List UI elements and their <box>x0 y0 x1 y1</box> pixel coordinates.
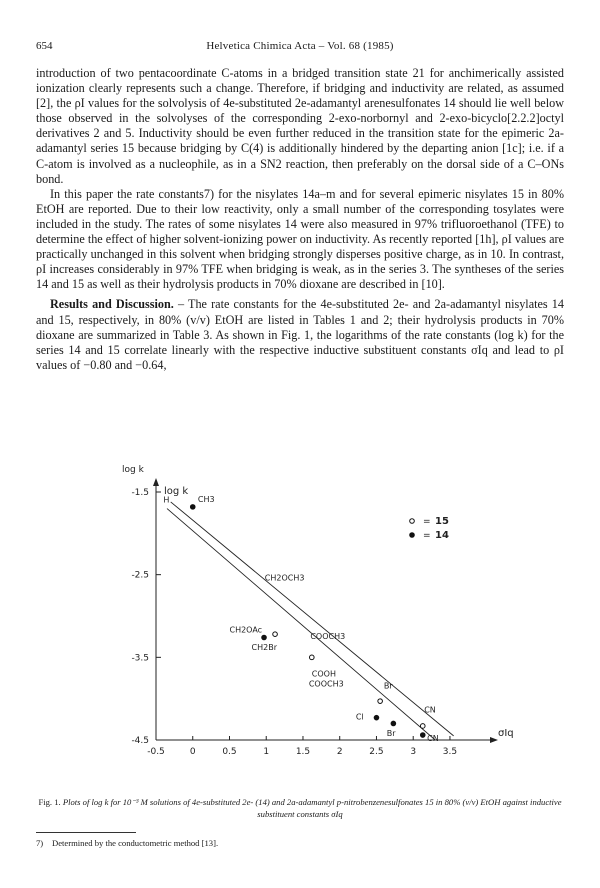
substituent-label: CN <box>424 705 436 715</box>
x-tick-label: 1.5 <box>295 747 311 757</box>
substituent-label: CH3 <box>197 494 215 504</box>
substituent-label: CH2OCH3 <box>264 573 305 583</box>
substituent-label: H <box>163 495 170 505</box>
y-tick-label: -3.5 <box>131 653 149 664</box>
substituent-label: COOH <box>311 669 336 679</box>
figure-caption-text: Plots of log k for 10⁻³ M solutions of 4e-substituted 2e- (14) and 2a-adamantyl p-nitrobenzenesulfonates 15 in 80% (v/v) EtOH against inductive substituent constants σIq <box>62 797 562 819</box>
legend-label-15: 15 <box>435 516 449 527</box>
y-axis-label-top: log k <box>122 465 144 475</box>
legend-marker-15 <box>410 519 415 524</box>
x-tick-label: 2 <box>336 747 343 757</box>
data-point-series-15 <box>420 724 425 729</box>
fit-line-series-14 <box>167 509 435 740</box>
journal-running-title: Helvetica Chimica Acta – Vol. 68 (1985) <box>206 40 394 52</box>
y-tick-label: -1.5 <box>131 488 149 498</box>
y-axis-label: log k <box>164 486 189 497</box>
x-tick-label: 1 <box>263 747 270 757</box>
x-axis-arrow <box>490 737 498 743</box>
substituent-label: Br <box>386 728 396 738</box>
x-tick-label: 0 <box>189 747 196 757</box>
substituent-label: Br <box>383 681 393 691</box>
data-point-series-14 <box>190 505 195 510</box>
x-axis-label: σIq <box>498 728 514 739</box>
substituent-label: Cl <box>355 712 364 722</box>
data-point-series-14 <box>420 733 425 738</box>
paragraph-results <box>36 297 564 372</box>
substituent-label: CH2Br <box>251 642 278 652</box>
x-tick-label: 0.5 <box>222 747 237 757</box>
substituent-label: COOCH3 <box>310 632 346 642</box>
log-k-scatter-plot <box>100 462 520 774</box>
substituent-label: CH2OAc <box>229 625 263 635</box>
data-point-series-14 <box>374 715 379 720</box>
data-point-series-15 <box>273 632 278 637</box>
body-text <box>36 66 564 373</box>
figure-caption-label: Fig. 1. <box>38 797 61 807</box>
legend-equals: = <box>423 531 431 541</box>
data-point-series-14 <box>391 721 396 726</box>
footnote-rule <box>36 832 136 833</box>
paragraph-rate-constants: In this paper the rate constants7) for the nisylates 14a–m and for several epimeric nisylates 15 in 80% EtOH are reported. Due to their low reactivity, only a small number of the corresponding tosylates were included in the study. The rates of some nisylates 14 were also measured in 97% trifluoroethanol (TFE) to determine the effect of higher solvent-ionizing power on inductivity. As recently reported [1h], ρI values are practically unchanged in this solvent when bridging strongly disperses positive charge, as in 10. In contrast, ρI increases considerably in 97% TFE when bridging is weak, as in the series 3. The syntheses of the series 14 and 15 as well as their hydrolysis products in 70% dioxane are described in [10]. <box>36 186 564 292</box>
legend-equals: = <box>423 517 431 527</box>
page-number: 654 <box>36 40 53 52</box>
x-tick-label: 3.5 <box>442 747 458 757</box>
section-heading-results: Results and Discussion. <box>50 297 174 312</box>
legend-marker-14 <box>410 533 415 538</box>
substituent-label: CN <box>427 733 439 743</box>
substituent-label: COOCH3 <box>308 679 344 689</box>
paragraph-results-text: – The rate constants for the 4e-substituted 2e- and 2a-adamantyl nisylates 14 and 15, respectively, in 80% (v/v) EtOH are listed in Tables 1 and 2; their hydrolysis products in 70% dioxane are summarized in Table 3. As shown in Fig. 1, the logarithms of the rate constants (log k) for the series 14 and 15 correlate linearly with the respective inductive substituent constants σIq and lead to ρI values of −0.80 and −0.64, <box>36 297 564 372</box>
y-axis-arrow <box>153 478 159 486</box>
data-point-series-14 <box>262 635 267 640</box>
y-tick-label: -2.5 <box>131 570 149 581</box>
x-tick-label: 3 <box>410 747 417 757</box>
data-point-series-15 <box>378 699 383 704</box>
footnote-text: Determined by the conductometric method [13]. <box>52 838 219 848</box>
footnote <box>36 838 564 848</box>
figure-1 <box>100 462 520 774</box>
x-tick-label: 2.5 <box>369 747 384 757</box>
footnote-mark: 7) <box>36 838 44 848</box>
paragraph-intro: introduction of two pentacoordinate C-atoms in a bridged transition state 21 for anchimerically assisted ionization clearly represents such a change. Therefore, if bridging and inductivity are related, as assumed [2], the ρI values for the solvolysis of 4e-substituted 2e-adamantyl arenesulfonates 14 should lie well below those observed in the solvolyses of the corresponding 2-exo-norbornyl and 2-exo-bicyclo[2.2.2]octyl derivatives 2 and 5. Inductivity should be even further reduced in the transition state for the epimeric 2a-adamantyl series 15 because bridging by C(4) is additionally hindered by the departing anion [1c]; i.e. if a C-atom is involved as a nucleophile, as in a SN2 reaction, then preferably on the dorsal side of a C–ONs bond. <box>36 66 564 186</box>
legend-label-14: 14 <box>435 530 449 541</box>
data-point-series-15 <box>309 655 314 660</box>
figure-caption <box>36 796 564 820</box>
y-tick-label: -4.5 <box>131 736 149 746</box>
x-tick-label: -0.5 <box>147 747 165 757</box>
page-header <box>36 40 564 56</box>
